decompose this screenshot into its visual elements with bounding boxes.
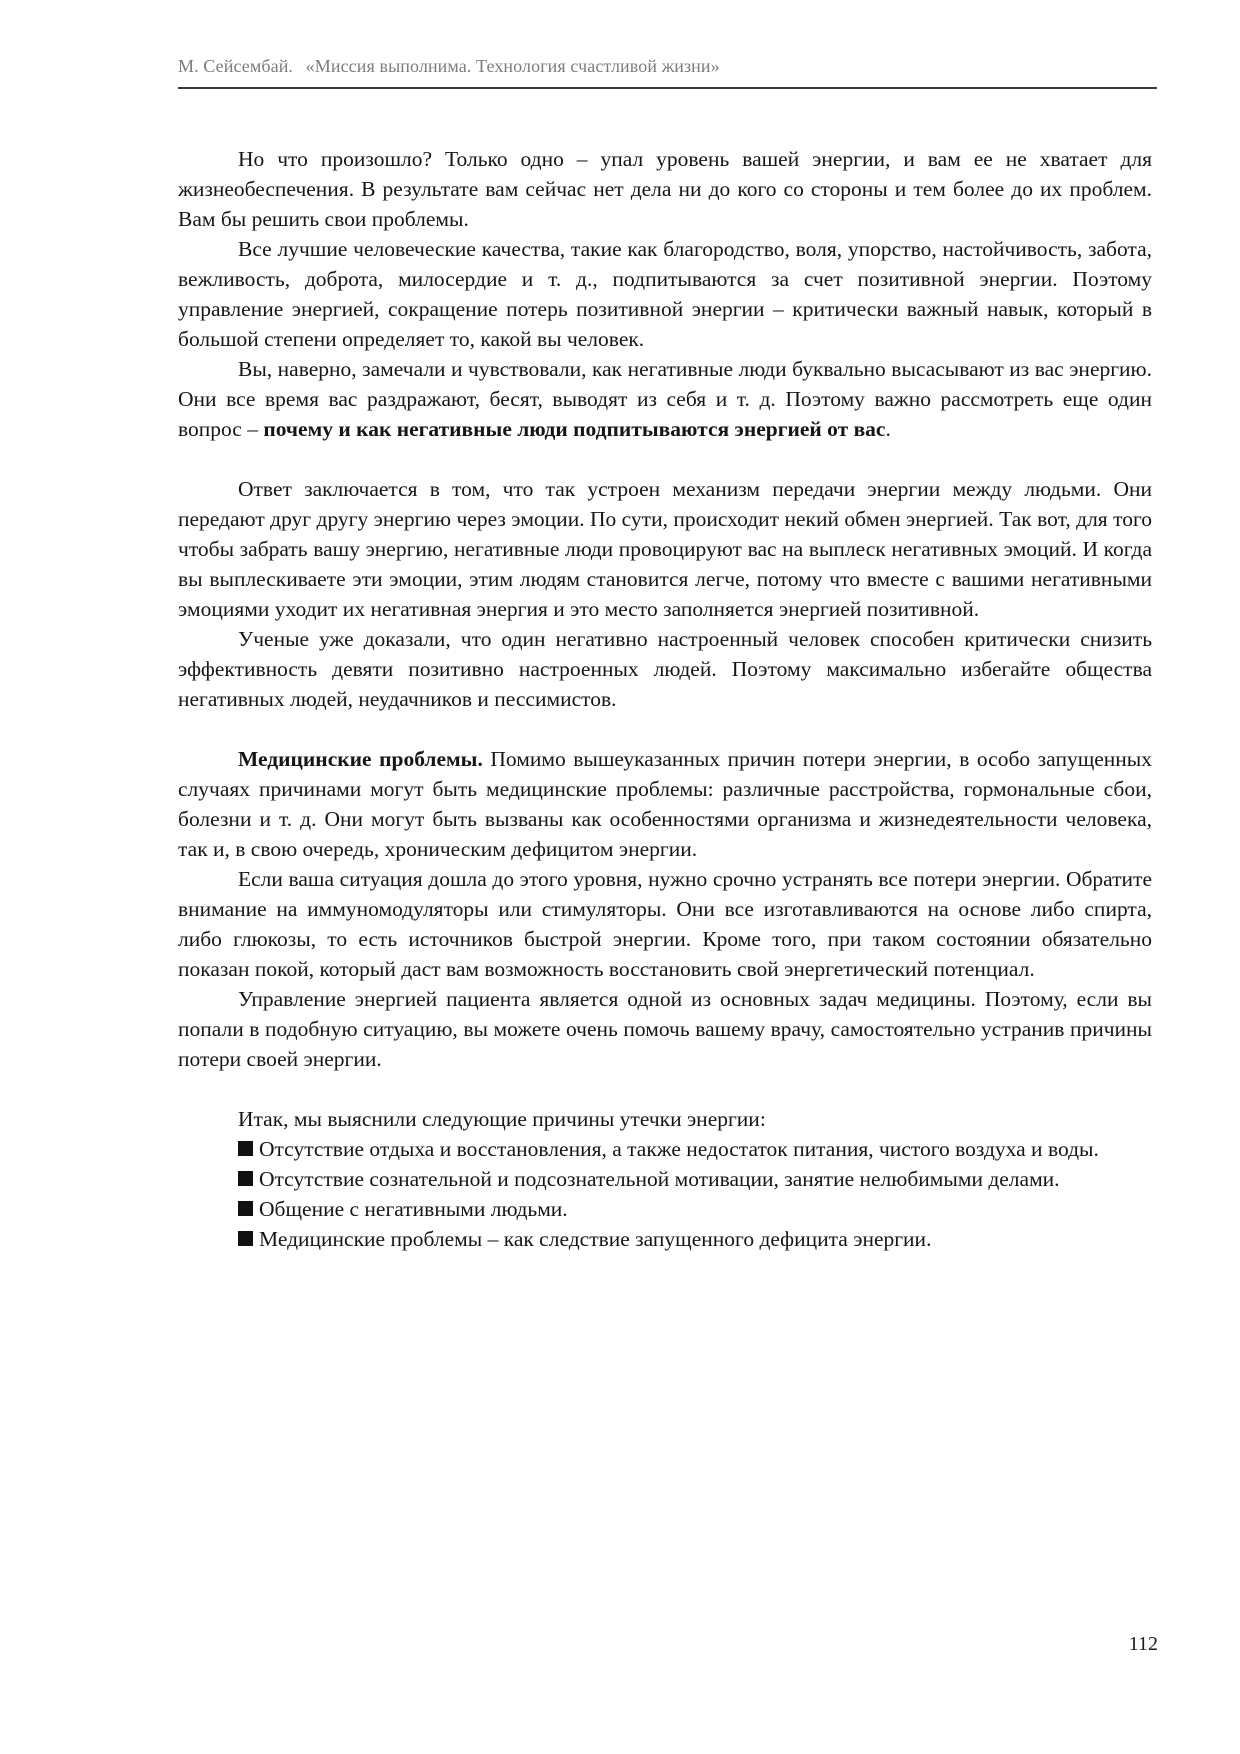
paragraph (178, 354, 1152, 444)
list-item-text: Отсутствие сознательной и подсознательной мотивации, занятие нелюбимыми делами. (259, 1167, 1060, 1191)
header-divider (178, 87, 1157, 89)
section-heading-medical: Медицинские проблемы. (238, 747, 483, 771)
list-item (178, 1194, 1152, 1224)
paragraph: Ответ заключается в том, что так устроен механизм передачи энергии между людьми. Они передают друг другу энергию через эмоции. По сути, происходит некий обмен энергией. Так вот, для того чтобы забрать вашу энергию, негативные люди провоцируют вас на выплеск негативных эмоций. И когда вы выплескиваете эти эмоции, этим людям становится легче, потому что вместе с вашими негативными эмоциями уходит их негативная энергия и это место заполняется энергией позитивной. (178, 477, 1152, 621)
list-item (178, 1134, 1152, 1164)
bold-question: почему и как негативные люди подпитываются энергией от вас (263, 417, 886, 441)
list-item-text: Медицинские проблемы – как следствие запущенного дефицита энергии. (259, 1227, 932, 1251)
list-intro: Итак, мы выяснили следующие причины утечки энергии: (238, 1107, 766, 1131)
running-header (178, 56, 1157, 77)
header-book-title: «Миссия выполнима. Технология счастливой жизни» (305, 56, 720, 76)
paragraph (178, 744, 1152, 864)
paragraph: Ученые уже доказали, что один негативно настроенный человек способен критически снизить эффективность девяти позитивно настроенных людей. Поэтому максимально избегайте общества негативных людей, неудачников и пессимистов. (178, 627, 1152, 711)
body-text (178, 144, 1152, 1254)
causes-list (178, 1134, 1152, 1254)
paragraph-text: Помимо вышеуказанных причин потери энергии, в особо запущенных случаях причинами могут быть медицинские проблемы: различные расстройства, гормональные сбои, болезни и т. д. Они могут быть вызваны как особенностями организма и жизнедеятельности человека, так и, в свою очередь, хроническим дефицитом энергии. (178, 747, 1152, 861)
paragraph: Все лучшие человеческие качества, такие как благородство, воля, упорство, настойчивость, забота, вежливость, доброта, милосердие и т. д., подпитываются за счет позитивной энергии. Поэтому управление энергией, сокращение потерь позитивной энергии – критически важный навык, который в большой степени определяет то, какой вы человек. (178, 237, 1152, 351)
paragraph-text: . (885, 417, 891, 441)
list-item (178, 1164, 1152, 1194)
list-item (178, 1224, 1152, 1254)
page-number: 112 (1128, 1633, 1158, 1655)
black-square-bullet-icon (238, 1141, 253, 1156)
black-square-bullet-icon (238, 1171, 253, 1186)
paragraph: Но что произошло? Только одно – упал уровень вашей энергии, и вам ее не хватает для жизнеобеспечения. В результате вам сейчас нет дела ни до кого со стороны и тем более до их проблем. Вам бы решить свои проблемы. (178, 147, 1152, 231)
paragraph: Если ваша ситуация дошла до этого уровня, нужно срочно устранять все потери энергии. Обратите внимание на иммуномодуляторы или стимуляторы. Они все изготавливаются на основе либо спирта, либо глюкозы, то есть источников быстрой энергии. Кроме того, при таком состоянии обязательно показан покой, который даст вам возможность восстановить свой энергетический потенциал. (178, 867, 1152, 981)
black-square-bullet-icon (238, 1231, 253, 1246)
header-author: М. Сейсембай. (178, 56, 294, 76)
paragraph: Управление энергией пациента является одной из основных задач медицины. Поэтому, если вы попали в подобную ситуацию, вы можете очень помочь вашему врачу, самостоятельно устранив причины потери своей энергии. (178, 987, 1152, 1071)
paragraph-text: Вы, наверно, замечали и чувствовали, как негативные люди буквально высасывают из вас энергию. Они все время вас раздражают, бесят, выводят из себя и т. д. Поэтому важно рассмотреть еще один вопрос – (178, 357, 1152, 441)
black-square-bullet-icon (238, 1201, 253, 1216)
list-item-text: Общение с негативными людьми. (259, 1197, 568, 1221)
list-item-text: Отсутствие отдыха и восстановления, а также недостаток питания, чистого воздуха и воды. (259, 1137, 1099, 1161)
